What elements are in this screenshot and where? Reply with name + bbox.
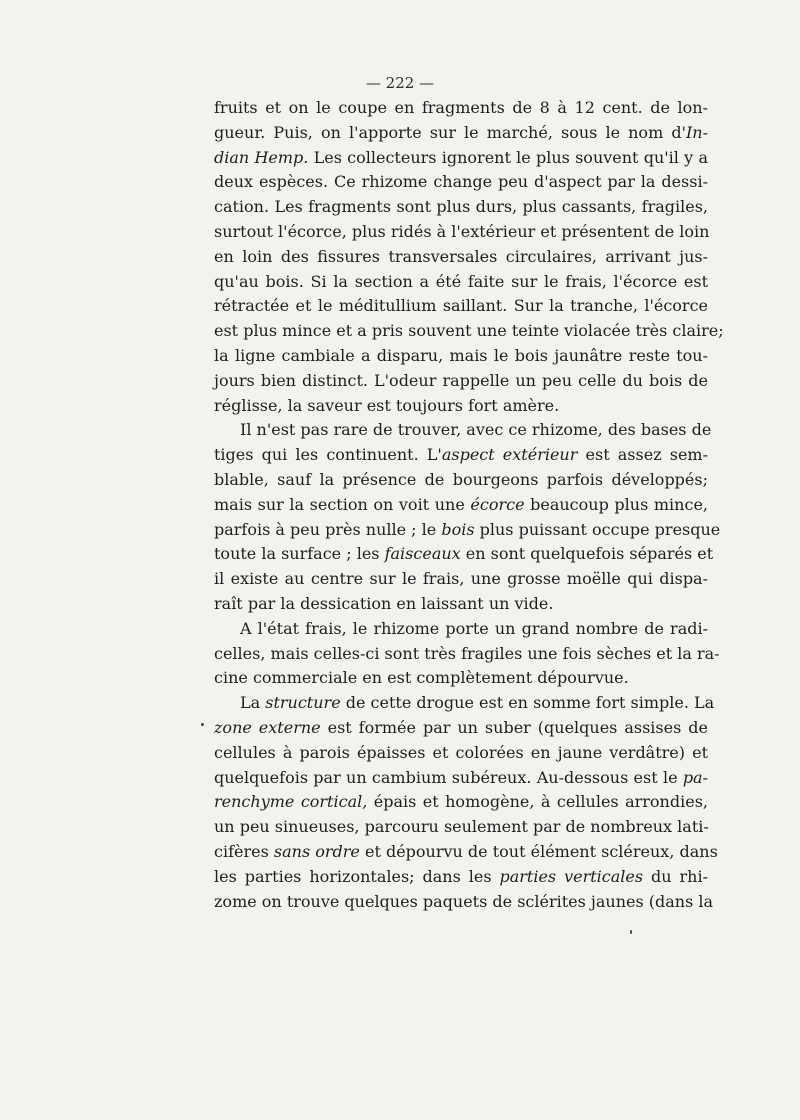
text-run: du rhi- bbox=[643, 866, 708, 886]
paragraph bbox=[214, 96, 724, 418]
text-run: plus puissant occupe presque bbox=[474, 519, 721, 539]
italic-term: bois bbox=[441, 519, 475, 539]
text-run: un peu sinueuses, parcouru seulement par de nombreux lati- bbox=[214, 817, 709, 837]
text-line bbox=[214, 865, 708, 890]
text-line bbox=[214, 666, 708, 691]
paragraph bbox=[214, 617, 720, 691]
text-run: cation. Les fragments sont plus durs, plus cassants, fragiles, bbox=[214, 197, 708, 217]
text-line bbox=[214, 642, 720, 667]
text-run: est plus mince et a pris souvent une teinte violacée très claire; bbox=[214, 321, 724, 341]
text-run: toute la surface ; les bbox=[214, 544, 385, 564]
text-line bbox=[214, 468, 708, 493]
text-line bbox=[214, 270, 708, 295]
text-line bbox=[214, 443, 708, 468]
text-line bbox=[214, 344, 708, 369]
page-number: — 222 — bbox=[365, 74, 435, 92]
text-run: La bbox=[240, 693, 266, 713]
italic-term: pa- bbox=[682, 767, 708, 787]
text-line bbox=[214, 121, 708, 146]
text-run: fruits et on le coupe en fragments de 8 à 12 cent. de lon- bbox=[214, 98, 708, 117]
text-run: en loin des fissures transversales circulaires, arrivant jus- bbox=[214, 246, 708, 266]
text-run: zome on trouve quelques paquets de sclérites jaunes (dans la bbox=[214, 891, 714, 911]
text-run: réglisse, la saveur est toujours fort amère. bbox=[214, 395, 560, 415]
text-run: cine commerciale en est complètement dépourvue. bbox=[214, 668, 629, 688]
text-line bbox=[214, 170, 708, 195]
paragraph bbox=[214, 418, 721, 616]
stray-ink-mark bbox=[630, 930, 632, 934]
text-run: mais sur la section on voit une bbox=[214, 494, 471, 514]
text-run: cellules à parois épaisses et colorées en jaune verdâtre) et bbox=[214, 742, 708, 762]
text-run: cifères bbox=[214, 841, 274, 861]
text-line bbox=[214, 617, 708, 642]
italic-term: aspect extérieur bbox=[441, 445, 578, 465]
body-text bbox=[214, 96, 724, 914]
text-line bbox=[214, 815, 708, 840]
text-run: beaucoup plus mince, bbox=[524, 494, 708, 514]
text-run: épais et homogène, à cellules arrondies, bbox=[367, 792, 708, 812]
text-line bbox=[214, 518, 721, 543]
text-line bbox=[214, 493, 708, 518]
text-line bbox=[214, 542, 714, 567]
text-run: Il n'est pas rare de trouver, avec ce rhizome, des bases de bbox=[240, 420, 712, 440]
text-run: surtout l'écorce, plus ridés à l'extérieur et présentent de loin bbox=[214, 221, 710, 241]
text-line bbox=[214, 245, 708, 270]
text-line bbox=[214, 840, 718, 865]
text-line bbox=[214, 220, 708, 245]
text-line bbox=[214, 567, 708, 592]
italic-term: sans ordre bbox=[273, 841, 360, 861]
text-run: les parties horizontales; dans les bbox=[214, 866, 500, 886]
italic-term: zone externe bbox=[214, 717, 321, 737]
paragraph bbox=[214, 691, 718, 914]
text-run: raît par la dessication en laissant un vide. bbox=[214, 593, 554, 613]
text-run: deux espèces. Ce rhizome change peu d'aspect par la dessi- bbox=[214, 172, 708, 192]
italic-term: écorce bbox=[470, 494, 525, 514]
italic-term: In- bbox=[685, 122, 708, 142]
text-run: rétractée et le méditullium saillant. Sur la tranche, l'écorce bbox=[214, 296, 708, 316]
text-run: blable, sauf la présence de bourgeons parfois développés; bbox=[214, 469, 708, 489]
italic-term: parties verticales bbox=[499, 866, 644, 886]
text-run: celles, mais celles-ci sont très fragiles une fois sèches et la ra- bbox=[214, 643, 720, 663]
text-line bbox=[214, 394, 708, 419]
text-run: Les collecteurs ignorent le plus souvent qu'il y a bbox=[308, 147, 708, 167]
text-run: quelquefois par un cambium subéreux. Au-dessous est le bbox=[214, 767, 683, 787]
text-run: gueur. Puis, on l'apporte sur le marché, sous le nom d' bbox=[214, 122, 686, 142]
italic-term: structure bbox=[265, 693, 341, 713]
text-run: tiges qui les continuent. L' bbox=[214, 445, 442, 465]
text-run: parfois à peu près nulle ; le bbox=[214, 519, 442, 539]
text-line bbox=[214, 96, 708, 121]
text-run: est formée par un suber (quelques assises de bbox=[320, 717, 708, 737]
text-line bbox=[214, 766, 708, 791]
text-line bbox=[214, 319, 724, 344]
text-line bbox=[214, 369, 708, 394]
text-line bbox=[214, 418, 712, 443]
text-line bbox=[214, 890, 714, 915]
text-line bbox=[214, 790, 708, 815]
text-line bbox=[214, 195, 708, 220]
text-line bbox=[214, 294, 708, 319]
italic-term: faisceaux bbox=[384, 544, 461, 564]
stray-ink-mark bbox=[201, 723, 204, 726]
text-run: la ligne cambiale a disparu, mais le bois jaunâtre reste tou- bbox=[214, 345, 708, 365]
text-line bbox=[214, 741, 708, 766]
text-run: jours bien distinct. L'odeur rappelle un peu celle du bois de bbox=[214, 370, 708, 390]
text-line bbox=[214, 146, 708, 171]
text-line bbox=[214, 592, 708, 617]
text-run: et dépourvu de tout élément scléreux, dans bbox=[359, 841, 718, 861]
text-run: est assez sem- bbox=[577, 445, 709, 465]
text-run: qu'au bois. Si la section a été faite sur le frais, l'écorce est bbox=[214, 271, 708, 291]
text-run: il existe au centre sur le frais, une grosse moëlle qui dispa- bbox=[214, 569, 708, 589]
text-run: de cette drogue est en somme fort simple. La bbox=[340, 693, 715, 713]
text-line bbox=[214, 716, 708, 741]
italic-term: dian Hemp. bbox=[214, 147, 309, 167]
text-line bbox=[214, 691, 715, 716]
text-run: en sont quelquefois séparés et bbox=[460, 544, 714, 564]
text-run: A l'état frais, le rhizome porte un grand nombre de radi- bbox=[240, 618, 708, 638]
italic-term: renchyme cortical, bbox=[214, 792, 368, 812]
